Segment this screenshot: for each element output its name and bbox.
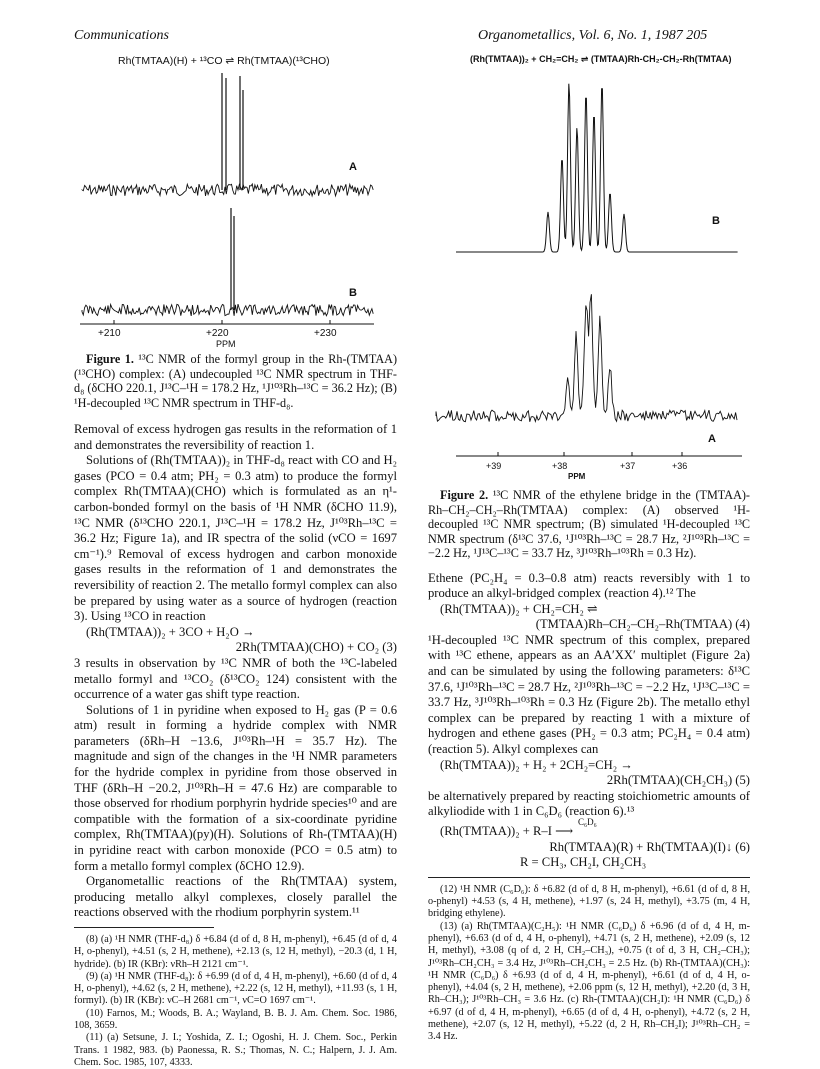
figure-1-trace-b	[82, 304, 373, 316]
figure-2-axis-label: PPM	[568, 472, 586, 480]
equation-6	[428, 817, 750, 871]
figure-2-tick-39: +39	[486, 461, 502, 471]
equation-6-reactants: (Rh(TMTAA))₂ + R–I	[440, 824, 552, 838]
equation-5-line-2: 2Rh(TMTAA)(CH₂CH₃) (5)	[606, 773, 750, 788]
footnote-8: (8) (a) ¹H NMR (THF-d₈) δ +6.84 (d of d, 8 H, m-phenyl), +6.45 (d of d, 4 H, o-phenyl), +4.51 (s, 2 H, methene), +2.13 (s, 12 H, methyl), −20.3 (d, 1 H, hydride). (b) IR (KBr): νRh–H 2121 cm⁻¹.	[74, 934, 397, 970]
footnote-9: (9) (a) ¹H NMR (THF-d₈): δ +6.99 (d of d, 4 H, m-phenyl), +6.60 (d of d, 4 H, o-phenyl), +4.62 (s, 2 H, methene), +2.22 (s, 12 H, methyl), +11.93 (s, 1 H, formyl). (b) IR (KBr): νC–H 2681 cm⁻¹, νC=O 1697 cm⁻¹.	[74, 970, 397, 1007]
right-footnote-rule	[428, 877, 750, 878]
figure-2-label-a: A	[708, 433, 716, 445]
equation-6-line-3: R = CH₃, CH₂I, CH₂CH₃	[520, 855, 647, 870]
figure-1-label-a: A	[349, 161, 357, 173]
figure-1-caption	[74, 352, 397, 410]
equation-4-line-2: (TMTAA)Rh–CH₂–CH₂–Rh(TMTAA) (4)	[535, 617, 750, 632]
footnote-12: (12) ¹H NMR (C₆D₆): δ +6.82 (d of d, 8 H, m-phenyl), +6.61 (d of d, 8 H, o-phenyl) +4.53 (s, 4 H, methene), +1.97 (s, 24 H, methyl), +3.75 (m, 4 H, bridging ethylene).	[428, 883, 750, 920]
left-paragraph-4: Solutions of 1 in pyridine when exposed to H₂ gas (P = 0.6 atm) result in forming a hydride complex with NMR parameters (δRh–H −13.6, J¹⁰³Rh–¹H = 35.7 Hz). The magnitude and sign of the changes in the ¹H NMR parameters for the hydride complex in pyridine from those observed in THF (δRh–H −20.2, J¹⁰³Rh–H = 47.6 Hz) are comparable to those observed for rhodium porphyrin hydride species¹⁰ and are compatible with the formation of a six-coordinate pyridine complex, Rh(TMTAA)(py)(H). Solutions of Rh-(TMTAA)(H) in pyridine react with carbon monoxide (PCO = 0.5 atm) to form a metallo formyl complex (δCHO 12.9).	[74, 702, 397, 873]
figure-1-trace-a	[82, 184, 373, 196]
right-paragraph-2: ¹H-decoupled ¹³C NMR spectrum of this complex, prepared with ¹³C ethene, appears as an AA′XX′ multiplet (Figure 2a) and can be simulated by using the following parameters: δ¹³C 37.6, ¹J¹⁰³Rh–¹³C = 28.7 Hz, ²J¹⁰³Rh–¹³C = −2.2 Hz, ¹J¹³C–¹³C = 33.7 Hz, ³J¹⁰³Rh–¹⁰³Rh = 0.3 Hz (Figure 2b). The metallo ethyl complex can be prepared by reacting 1 with a mixture of hydrogen and ethene gases (PH₂ = 0.3 atm; PC₂H₄ = 0.4 atm) (reaction 5). Alkyl complexes can	[428, 632, 750, 757]
running-head-left: Communications	[74, 28, 169, 43]
left-paragraph-5: Organometallic reactions of the Rh(TMTAA) system, producing metallo alkyl complexes, closely parallel the reactions observed with the rhodium porphyrin system.¹¹	[74, 874, 397, 920]
figure-2-tick-37: +37	[620, 461, 636, 471]
equation-3-line-1: (Rh(TMTAA))₂ + 3CO + H₂O →	[86, 624, 255, 639]
right-paragraph-1: Ethene (PC₂H₄ = 0.3–0.8 atm) reacts reversibly with 1 to produce an alkyl-bridged complex (reaction 4).¹² The	[428, 570, 750, 601]
figure-2-tick-38: +38	[552, 461, 568, 471]
figure-1-tick-230: +230	[314, 328, 337, 339]
figure-2-trace-a	[436, 294, 737, 422]
right-paragraph-3: be alternatively prepared by reacting stoichiometric amounts of alkyliodide with 1 in C₆D₆ (reaction 6).¹³	[428, 788, 750, 819]
equation-6-line-2: Rh(TMTAA)(R) + Rh(TMTAA)(I)↓ (6)	[549, 839, 750, 854]
figure-1-trace-b-peaks	[231, 208, 234, 310]
figure-2-spectrum	[428, 48, 750, 480]
figure-2-equation: (Rh(TMTAA))₂ + CH₂=CH₂ ⇌ (TMTAA)Rh-CH₂-CH₂-Rh(TMTAA)	[470, 54, 732, 64]
left-column	[74, 352, 397, 1069]
figure-2-trace-b	[456, 84, 738, 252]
figure-2-caption	[428, 488, 750, 561]
equation-5-line-1: (Rh(TMTAA))₂ + H₂ + 2CH₂=CH₂ →	[440, 757, 633, 772]
figure-1-equation: Rh(TMTAA)(H) + ¹³CO ⇌ Rh(TMTAA)(¹³CHO)	[118, 55, 330, 67]
figure-2-tick-36: +36	[672, 461, 688, 471]
figure-2-caption-text: ¹³C NMR of the ethylene bridge in the (TMTAA)-Rh–CH₂–CH₂–Rh(TMTAA) complex: (A) observed ¹H-decoupled ¹³C NMR spectrum; (B) simulated ¹H-decoupled ¹³C NMR spectrum (δ¹³C 37.6, ¹J¹⁰³Rh–¹³C = 28.7 Hz, ²J¹⁰³Rh–¹³C = −2.2 Hz, ¹J¹³C–¹³C = 33.7 Hz, ³J¹⁰³Rh–¹⁰³Rh = 0.3 Hz).	[428, 488, 750, 560]
figure-1-spectrum	[74, 48, 397, 348]
left-paragraph-2: Solutions of (Rh(TMTAA))₂ in THF-d₈ react with CO and H₂ gases (PCO = 0.4 atm; PH₂ = 0.3 atm) to produce the formyl complex Rh(TMTAA)(CHO) which is formulated as an η¹-carbon-bonded formyl on the basis of ¹H NMR (δCHO 11.9), ¹³C NMR (δ¹³CHO 220.1, J¹³C–¹H = 178.2 Hz, J¹⁰³Rh–¹³C = 36.2 Hz; Figure 1a), and IR spectra of the solid (νCO = 1697 cm⁻¹).⁹ Removal of excess hydrogen and carbon monoxide gases results in the reformation of 1 and demonstrates the reversibility of reaction 2. The metallo formyl complex can also be prepared by using water as a source of hydrogen (reaction 3). Using ¹³CO in reaction	[74, 453, 397, 624]
equation-6-solvent: C₆D₆	[578, 817, 597, 827]
figure-1-axis-label: PPM	[216, 339, 236, 348]
figure-1-trace-a-peaks	[222, 73, 243, 190]
figure-1-tick-210: +210	[98, 328, 121, 339]
figure-1-caption-number: Figure 1.	[86, 352, 134, 366]
equation-6-arrow: ⟶	[555, 824, 574, 838]
figure-1-tick-220: +220	[206, 328, 229, 339]
equation-4-line-1: (Rh(TMTAA))₂ + CH₂=CH₂ ⇌	[440, 601, 598, 616]
left-paragraph-1: Removal of excess hydrogen gas results in the reformation of 1 and demonstrates the reversibility of reaction 1.	[74, 422, 397, 452]
figure-2-label-b: B	[712, 215, 720, 227]
right-column	[428, 488, 750, 1044]
figure-1-label-b: B	[349, 287, 357, 299]
figure-1-caption-text: ¹³C NMR of the formyl group in the Rh-(TMTAA)(¹³CHO) complex: (A) undecoupled ¹³C NMR spectrum in THF-d₈ (δCHO 220.1, J¹³C–¹H = 178.2 Hz, ¹J¹⁰³Rh–¹³C = 36.2 Hz); (B) ¹H-decoupled ¹³C NMR spectrum in THF-d₈.	[74, 352, 398, 410]
left-paragraph-3: 3 results in observation by ¹³C NMR of both the ¹³C-labeled metallo formyl and ¹³CO₂ (δ¹³CO₂ 124) consistent with the occurrence of a water gas shift type reaction.	[74, 655, 397, 702]
footnote-10: (10) Farnos, M.; Woods, B. A.; Wayland, B. B. J. Am. Chem. Soc. 1986, 108, 3659.	[74, 1007, 397, 1032]
figure-2-caption-number: Figure 2.	[440, 488, 489, 502]
footnote-11: (11) (a) Setsune, J. I.; Yoshida, Z. I.; Ogoshi, H. J. Chem. Soc., Perkin Trans. 1 1982, 983. (b) Paonessa, R. S.; Thomas, N. C.; Halpern, J. J. Am. Chem. Soc. 1985, 107, 4333.	[74, 1032, 397, 1068]
running-head-right: Organometallics, Vol. 6, No. 1, 1987 205	[478, 28, 708, 43]
footnote-13: (13) (a) Rh(TMTAA)(C₂H₅): ¹H NMR (C₆D₆) δ +6.96 (d of d, 4 H, m-phenyl), +6.63 (d of d, 4 H, o-phenyl), +4.71 (s, 2 H, methene), +2.09 (s, 12 H, methyl), +3.08 (q of d, 2 H, CH₂–CH₃), +0.75 (t of d, 3 H, CH₂–CH₃); J¹⁰³Rh–CH₂CH₃ = 3.4 Hz, J¹⁰³Rh–CH₂CH₃ = 2.5 Hz. (b) Rh-(TMTAA)(CH₃): ¹H NMR (C₆D₆) δ +6.93 (d of d, 4 H, m-phenyl), +6.61 (d of d, 4 H, o-phenyl), +4.04 (s, 2 H, methene), +2.06 ppm (s, 12 H, methyl), +2.20 (d, 3 H, Rh–CH₃); J¹⁰³Rh–CH₃ = 3.6 Hz. (c) Rh-(TMTAA)(CH₂I): ¹H NMR (C₆D₆) δ +6.97 (d of d, 4 H, m-phenyl), +6.65 (d of d, 4 H, o-phenyl), +4.72 (s, 2 H, methene), +2.07 (s, 12 H, methyl), +5.22 (d, 2 H, Rh–CH₂I); J¹⁰³Rh–CH₂ = 3.4 Hz.	[428, 920, 750, 1043]
left-footnote-rule	[74, 927, 214, 928]
equation-3-line-2: 2Rh(TMTAA)(CHO) + CO₂ (3)	[235, 640, 397, 655]
